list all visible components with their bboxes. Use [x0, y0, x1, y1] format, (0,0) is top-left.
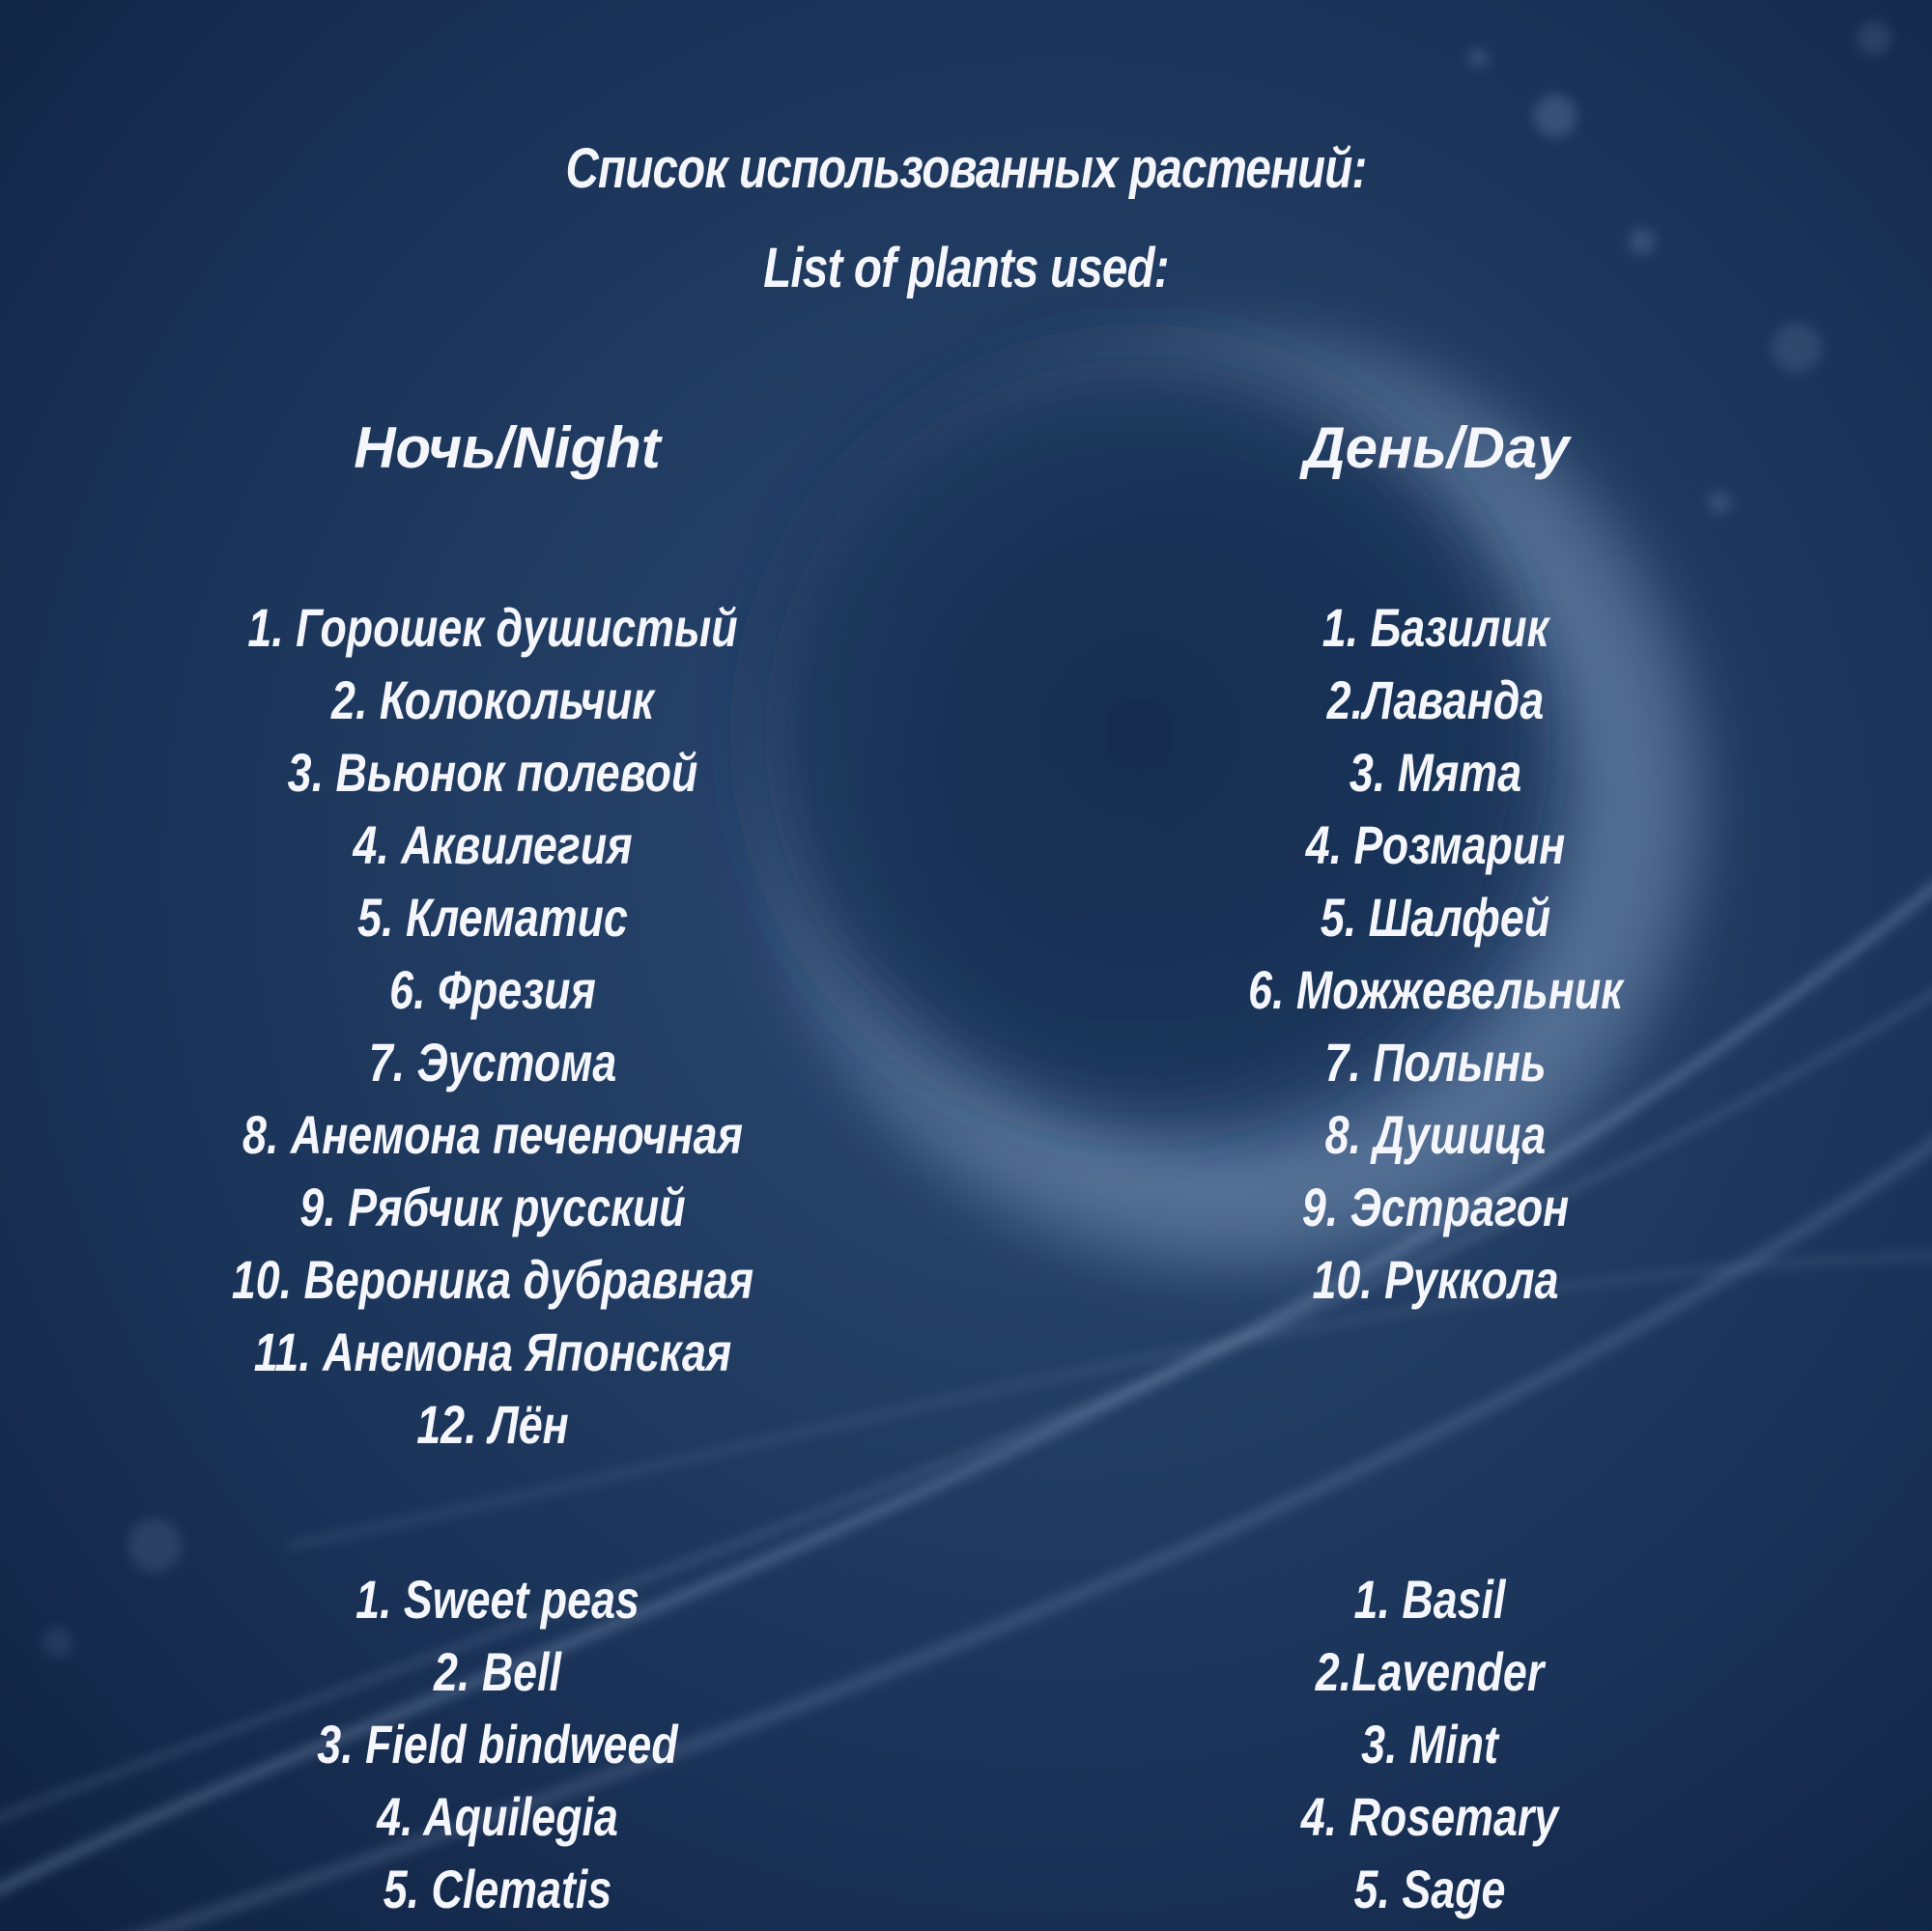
list-item: 1. Базилик — [1321, 597, 1549, 658]
title-english: List of plants used: — [763, 237, 1169, 299]
list-item: 4. Aquilegia — [377, 1786, 618, 1847]
list-item: 3. Mint — [1361, 1714, 1498, 1775]
list-item: 9. Рябчик русский — [299, 1177, 686, 1237]
list-item: 10. Руккола — [1312, 1249, 1559, 1310]
title-russian: Список использованных растений: — [565, 137, 1367, 200]
list-item: 4. Rosemary — [1300, 1786, 1559, 1847]
list-item: 2. Колокольчик — [331, 669, 654, 730]
list-item: 5. Sage — [1353, 1859, 1506, 1919]
list-item: 9. Эстрагон — [1301, 1177, 1570, 1237]
day-column-heading: День/Day — [1303, 415, 1570, 480]
list-item: 6. Фрезия — [389, 959, 596, 1020]
list-item: 8. Анемона печеночная — [242, 1104, 743, 1165]
list-item: 7. Эустома — [368, 1032, 617, 1093]
list-item: 1. Горошек душистый — [247, 597, 738, 658]
list-item: 2. Bell — [434, 1641, 561, 1702]
list-item: 3. Вьюнок полевой — [287, 742, 698, 803]
list-item: 10. Вероника дубравная — [231, 1249, 754, 1310]
day-plants-english-list — [1092, 1563, 1768, 1925]
list-item: 4. Аквилегия — [353, 814, 633, 875]
list-item: 3. Мята — [1349, 742, 1522, 803]
list-item: 11. Анемона Японская — [253, 1321, 732, 1382]
list-item: 4. Розмарин — [1305, 814, 1566, 875]
list-item: 2.Lavender — [1315, 1641, 1545, 1702]
day-plants-russian-list — [1097, 591, 1774, 1316]
list-item: 7. Полынь — [1324, 1032, 1547, 1093]
night-plants-russian-list — [155, 591, 831, 1461]
list-item: 12. Лён — [416, 1394, 569, 1455]
list-item: 2.Лаванда — [1326, 669, 1545, 730]
list-item: 1. Sweet peas — [355, 1569, 639, 1630]
list-item: 5. Клематис — [357, 887, 628, 948]
list-item: 3. Field bindweed — [317, 1714, 678, 1775]
list-item: 6. Можжевельник — [1248, 959, 1623, 1020]
list-item: 5. Clematis — [383, 1859, 612, 1919]
list-item: 8. Душица — [1324, 1104, 1547, 1165]
night-plants-english-list — [159, 1563, 836, 1925]
list-item: 1. Basil — [1353, 1569, 1506, 1630]
night-column-heading: Ночь/Night — [354, 415, 661, 480]
list-item: 5. Шалфей — [1320, 887, 1551, 948]
